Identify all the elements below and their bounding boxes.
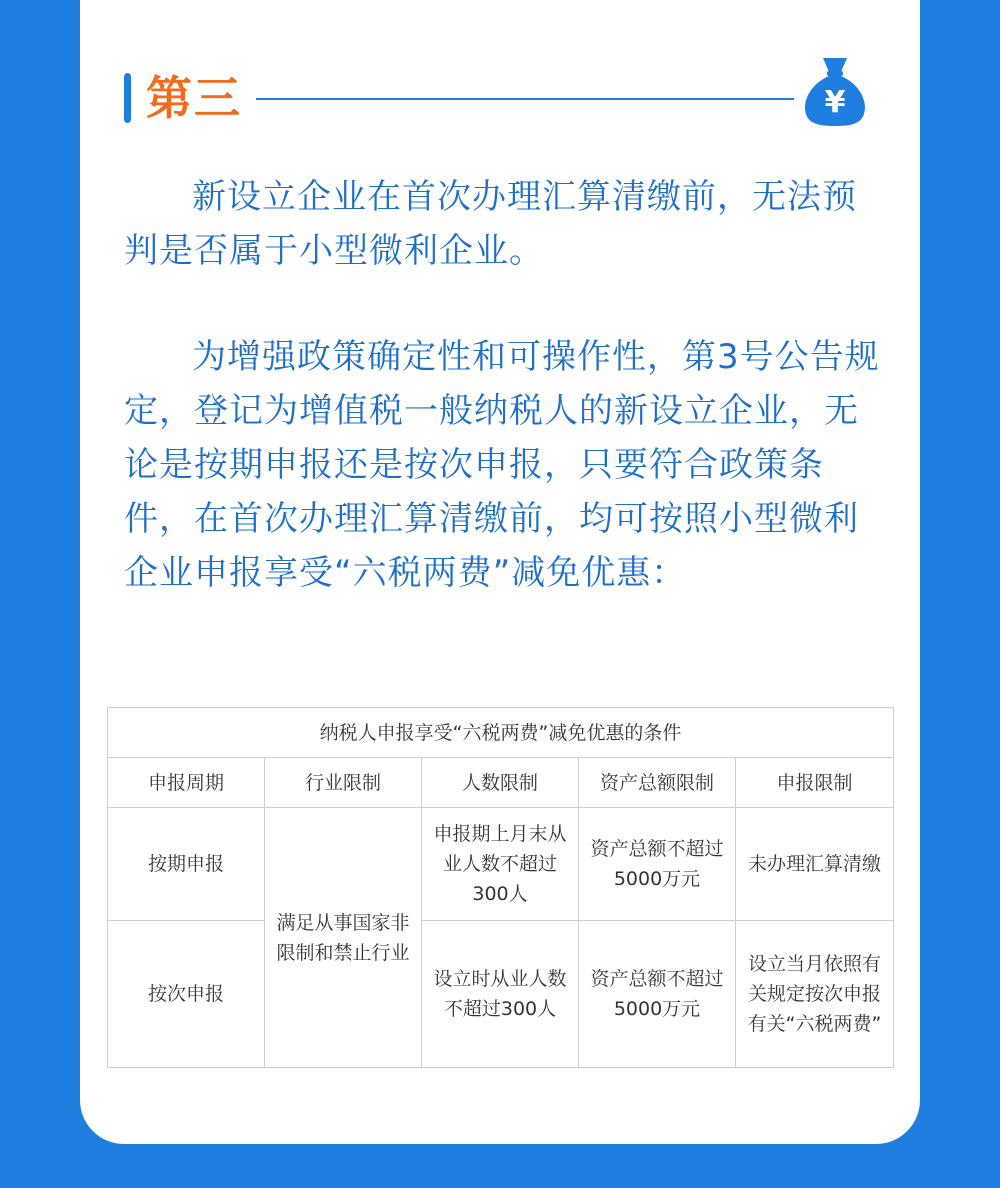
table-caption: 纳税人申报享受“六税两费”减免优惠的条件: [108, 708, 894, 758]
section-title: 第三: [146, 71, 242, 125]
limit-cell: 设立当月依照有关规定按次申报有关“六税两费”: [736, 921, 894, 1068]
header-cell-industry: 行业限制: [265, 758, 422, 808]
limit-cell: 未办理汇算清缴: [736, 808, 894, 921]
header-cell-limit: 申报限制: [736, 758, 894, 808]
header-accent-bar: [124, 73, 131, 123]
period-cell: 按期申报: [108, 808, 265, 921]
table-row: [108, 808, 894, 921]
header-divider: [256, 98, 794, 100]
employees-cell: 申报期上月末从业人数不超过300人: [422, 808, 579, 921]
header-cell-assets: 资产总额限制: [579, 758, 736, 808]
assets-cell: 资产总额不超过5000万元: [579, 921, 736, 1068]
conditions-table: [107, 707, 894, 1068]
period-cell: 按次申报: [108, 921, 265, 1068]
table-row: [108, 921, 894, 1068]
header-cell-employees: 人数限制: [422, 758, 579, 808]
policy-paragraph-text: 为增强政策确定性和可操作性，第3号公告规定，登记为增值税一般纳税人的新设立企业，无论是按期申报还是按次申报，只要符合政策条件，在首次办理汇算清缴前，均可按照小型微利企业申报享受“六税两费”减免优惠：: [124, 337, 880, 593]
industry-cell: 满足从事国家非限制和禁止行业: [265, 808, 422, 1068]
policy-paragraph: [124, 330, 884, 600]
employees-cell: 设立时从业人数不超过300人: [422, 921, 579, 1068]
money-bag-icon: [800, 52, 870, 128]
yuan-symbol: ¥: [824, 85, 846, 120]
header-cell-period: 申报周期: [108, 758, 265, 808]
intro-paragraph-text: 新设立企业在首次办理汇算清缴前，无法预判是否属于小型微利企业。: [124, 177, 857, 271]
intro-paragraph: [124, 170, 884, 278]
assets-cell: 资产总额不超过5000万元: [579, 808, 736, 921]
